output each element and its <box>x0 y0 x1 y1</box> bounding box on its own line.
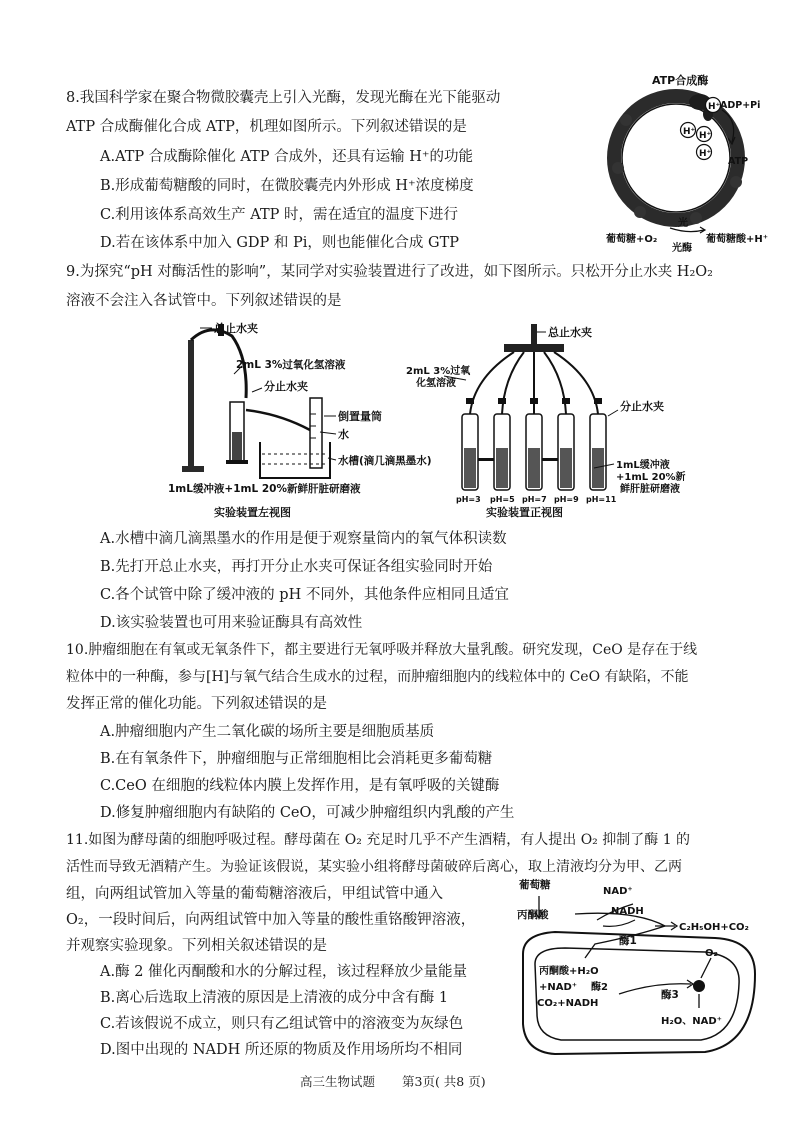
o2-label: O₂ <box>705 948 718 959</box>
q10-option-c: C.CeO 在细胞的线粒体内膜上发挥作用，是有氧呼吸的关键酶 <box>100 778 500 794</box>
q8-option-a: A.ATP 合成酶除催化 ATP 合成外，还具有运输 H⁺的功能 <box>100 149 474 165</box>
enzyme3-label: 酶3 <box>661 989 679 1001</box>
q10-stem-line3: 发挥正常的催化功能。下列叙述错误的是 <box>66 696 327 712</box>
q10-stem-line1: 10.肿瘤细胞在有氧或无氧条件下，都主要进行无氧呼吸并释放大量乳酸。研究发现，CeO 是存在于线 <box>66 642 698 658</box>
glucose-label: 葡萄糖 <box>519 879 551 891</box>
adp-pi-label: ADP+Pi <box>720 100 761 111</box>
ph-label-7: pH=7 <box>522 495 547 504</box>
q9-option-d: D.该实验装置也可用来验证酶具有高效性 <box>100 615 363 631</box>
q9-stem-line1: 9.为探究“pH 对酶活性的影响”，某同学对实验装置进行了改进，如下图所示。只松开分止水夹 H₂O₂ <box>66 264 713 280</box>
left-caption: 实验装置左视图 <box>214 506 291 519</box>
mito-line1: 丙酮酸+H₂O <box>539 966 599 977</box>
q11-stem-line5: 并观察实验现象。下列相关叙述错误的是 <box>66 938 327 954</box>
q8-option-b: B.形成葡萄糖酸的同时，在微胶囊壳内外形成 H⁺浓度梯度 <box>100 178 474 194</box>
right-h2o2-label-2: 化氢溶液 <box>416 378 456 389</box>
mito-line2: +NAD⁺ <box>539 982 578 993</box>
glucose-o2-label: 葡萄糖+O₂ <box>606 234 658 245</box>
right-main-clamp-label: 总止水夹 <box>548 326 592 339</box>
q8-option-c: C.利用该体系高效生产 ATP 时，需在适宜的温度下进行 <box>100 207 459 223</box>
q9-left-view-figure <box>160 318 432 528</box>
ph-label-3: pH=3 <box>456 495 481 504</box>
nadh-label: NADH <box>611 906 644 917</box>
enzyme2-label: 酶2 <box>591 982 608 993</box>
buffer-label-3: 鲜肝脏研磨液 <box>620 484 680 495</box>
ph-label-9: pH=9 <box>554 495 579 504</box>
q10-option-a: A.肿瘤细胞内产生二氧化碳的场所主要是细胞质基质 <box>100 724 435 740</box>
buffer-label-1: 1mL缓冲液 <box>616 460 670 471</box>
cylinder-label: 倒置量筒 <box>338 410 382 423</box>
h-ion-4: H⁺ <box>699 149 712 159</box>
water-label: 水 <box>338 428 349 441</box>
q10-option-b: B.在有氧条件下，肿瘤细胞与正常细胞相比会消耗更多葡萄糖 <box>100 751 493 767</box>
tube-contents-label: 1mL缓冲液+1mL 20%新鲜肝脏研磨液 <box>168 483 361 495</box>
q11-stem-line3: 组，向两组试管加入等量的葡萄糖溶液后，甲组试管中通入 <box>66 886 443 902</box>
q9-option-c: C.各个试管中除了缓冲液的 pH 不同外，其他条件应相同且适宜 <box>100 587 509 603</box>
ethanol-label: C₂H₅OH+CO₂ <box>679 922 749 933</box>
q11-option-d: D.图中出现的 NADH 所还原的物质及作用场所均不相同 <box>100 1042 463 1058</box>
q11-stem-line2: 活性而导致无酒精产生。为验证该假说，某实验小组将酵母菌破碎后离心，取上清液均分为甲、乙两 <box>66 859 682 875</box>
mito-line3: CO₂+NADH <box>537 998 599 1009</box>
q11-stem-line4: O₂，一段时间后，向两组试管中加入等量的酸性重铬酸钾溶液， <box>66 912 476 928</box>
q10-stem-line2: 粒体中的一种酶，参与[H]与氧气结合生成水的过程，而肿瘤细胞内的线粒体中的 CeO 有缺陷，不能 <box>66 669 689 685</box>
right-sub-clamp-label: 分止水夹 <box>620 400 664 413</box>
q9-option-b: B.先打开总止水夹，再打开分止水夹可保证各组实验同时开始 <box>100 559 493 575</box>
q8-option-d: D.若在该体系中加入 GDP 和 Pi，则也能催化合成 GTP <box>100 235 460 251</box>
photoenzyme-label: 光酶 <box>672 243 692 254</box>
q11-option-a: A.酶 2 催化丙酮酸和水的分解过程，该过程释放少量能量 <box>100 964 468 980</box>
pyruvate-label: 丙酮酸 <box>517 909 549 921</box>
q11-option-c: C.若该假说不成立，则只有乙组试管中的溶液变为灰绿色 <box>100 1016 464 1032</box>
product-label: 葡萄糖酸+H⁺ <box>706 234 769 245</box>
buffer-label-2: +1mL 20%新 <box>616 472 686 483</box>
right-caption: 实验装置正视图 <box>486 506 563 519</box>
microcapsule-shell <box>614 96 738 220</box>
sub-clamp-label: 分止水夹 <box>264 380 308 393</box>
atp-synthase-label: ATP合成酶 <box>652 74 709 87</box>
ph-label-11: pH=11 <box>586 495 617 504</box>
h2o2-label: 2mL 3%过氧化氢溶液 <box>236 359 346 371</box>
q11-option-b: B.离心后选取上清液的原因是上清液的成分中含有酶 1 <box>100 990 449 1006</box>
h-ion-2: H⁺ <box>683 127 696 137</box>
ph-label-5: pH=5 <box>490 495 515 504</box>
footer-subject: 高三生物试题 <box>300 1074 376 1089</box>
nad-plus-label: NAD⁺ <box>603 886 633 897</box>
trough-label: 水槽(滴几滴黑墨水) <box>338 455 432 467</box>
q9-option-a: A.水槽中滴几滴黑墨水的作用是便于观察量筒内的氧气体积读数 <box>100 531 507 547</box>
q8-microcapsule-figure <box>600 72 780 252</box>
footer-page-number: 第3页( 共8 页) <box>402 1074 486 1089</box>
q8-stem-line2: ATP 合成酶催化合成 ATP，机理如图所示。下列叙述错误的是 <box>66 119 467 135</box>
main-clamp-label: 总止水夹 <box>214 322 258 335</box>
q11-stem-line1: 11.如图为酵母菌的细胞呼吸过程。酵母菌在 O₂ 充足时几乎不产生酒精，有人提出 O₂ 抑制了酶 1 的 <box>66 832 691 848</box>
water-nad-label: H₂O、NAD⁺ <box>661 1016 722 1027</box>
atp-label: ATP <box>728 156 749 167</box>
right-h2o2-label-1: 2mL 3%过氧 <box>406 366 471 377</box>
h-ion-1: H⁺ <box>708 102 721 112</box>
enzyme3-dot <box>693 980 705 992</box>
photoenzyme-dot <box>620 114 632 126</box>
q9-stem-line2: 溶液不会注入各试管中。下列叙述错误的是 <box>66 293 342 309</box>
q8-stem-line1: 8.我国科学家在聚合物微胶囊壳上引入光酶，发现光酶在光下能驱动 <box>66 90 501 106</box>
light-label: 光 <box>678 218 688 229</box>
q10-option-d: D.修复肿瘤细胞内有缺陷的 CeO，可减少肿瘤组织内乳酸的产生 <box>100 805 515 821</box>
enzyme1-label: 酶1 <box>619 935 637 947</box>
h-ion-3: H⁺ <box>699 131 712 141</box>
q9-front-view-figure <box>404 318 684 528</box>
q11-respiration-figure <box>515 874 765 1064</box>
